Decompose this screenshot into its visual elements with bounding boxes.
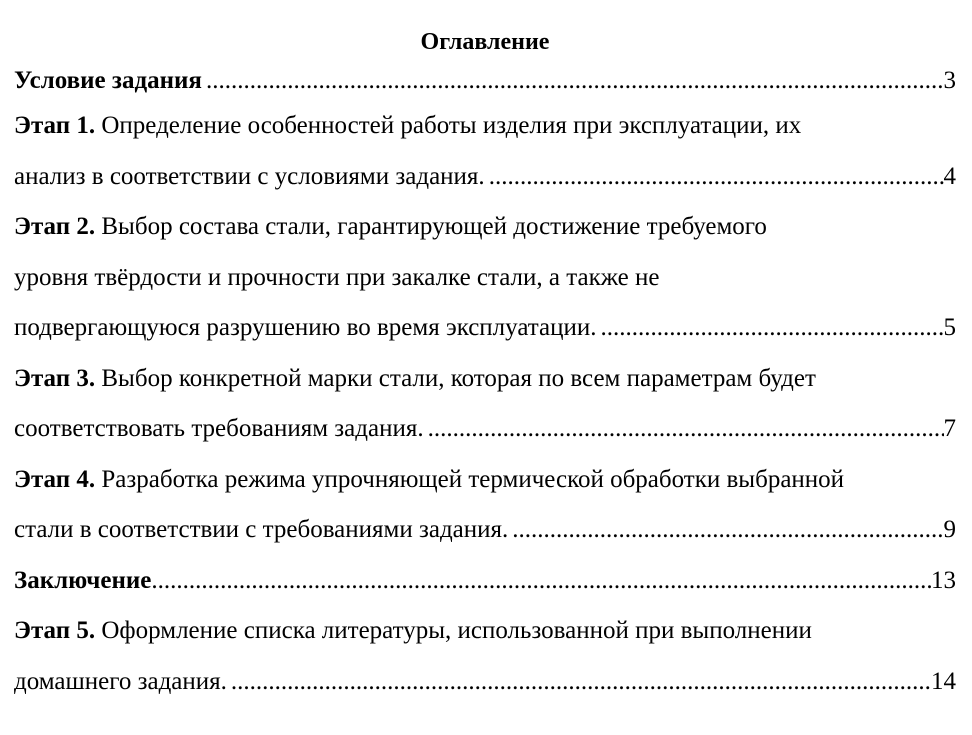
toc-line <box>14 657 956 708</box>
dot-leader <box>151 556 931 607</box>
toc-line <box>14 101 956 152</box>
toc-line <box>14 152 956 203</box>
toc-entry-text: анализ в соответствии с условиями задания. <box>14 162 485 190</box>
toc-entry-text: соответствовать требованиям задания. <box>14 415 424 442</box>
toc-entry-text: домашнего задания. <box>14 667 227 695</box>
toc-entry-task-conditions[interactable] <box>14 60 956 101</box>
toc-entry-stage-2[interactable] <box>14 202 956 354</box>
toc-entry-label: Этап 1. <box>14 112 96 139</box>
toc-entry-label: Этап 2. <box>14 213 96 240</box>
toc-entry-text: Выбор конкретной марки стали, которая по всем параметрам будет <box>95 364 816 392</box>
toc-page-number: 7 <box>943 415 956 442</box>
toc-entry-label: Условие задания <box>14 67 202 94</box>
toc-entry-text: стали в соответствии с требованиями задания. <box>14 516 509 543</box>
toc-page-number: 5 <box>943 314 956 341</box>
toc-line <box>14 354 956 405</box>
toc-line <box>14 404 956 455</box>
toc-entry-text: уровня твёрдости и прочности при закалке стали, а также не <box>14 263 660 291</box>
toc-entry-text <box>14 556 151 607</box>
toc-entry-stage-3[interactable] <box>14 354 956 455</box>
toc-line <box>14 505 956 556</box>
toc-entry-text: Выбор состава стали, гарантирующей достижение требуемого <box>95 213 767 240</box>
toc-line <box>14 606 956 657</box>
toc-line <box>14 202 956 253</box>
dot-leader <box>597 303 944 354</box>
toc-entry-label: Этап 3. <box>14 364 96 392</box>
toc-entry-text: подвергающуюся разрушению во время эксплуатации. <box>14 314 597 341</box>
toc-line <box>14 455 956 506</box>
toc-page-number: 4 <box>943 162 956 190</box>
toc-entry-conclusion[interactable] <box>14 556 956 607</box>
dot-leader <box>202 60 944 101</box>
toc-entry-label: Этап 5. <box>14 617 96 644</box>
toc-entry-text <box>14 60 202 101</box>
toc-entry-text: Определение особенностей работы изделия при эксплуатации, их <box>95 112 802 139</box>
dot-leader <box>424 404 944 455</box>
dot-leader <box>227 657 931 708</box>
toc-line <box>14 303 956 354</box>
toc-entry-stage-5[interactable] <box>14 606 956 707</box>
dot-leader <box>485 152 944 203</box>
toc-page-number: 14 <box>931 667 956 695</box>
toc-line <box>14 253 956 304</box>
table-of-contents <box>14 24 956 707</box>
toc-entry-text: Разработка режима упрочняющей термической обработки выбранной <box>95 465 845 493</box>
toc-line <box>14 60 956 101</box>
toc-page-number: 3 <box>943 67 956 94</box>
toc-entry-label: Заключение <box>14 566 152 594</box>
dot-leader <box>508 505 943 556</box>
toc-entry-label: Этап 4. <box>14 465 96 493</box>
toc-entry-stage-4[interactable] <box>14 455 956 556</box>
toc-line <box>14 556 956 607</box>
toc-entry-stage-1[interactable] <box>14 101 956 202</box>
toc-page-number: 9 <box>943 516 956 543</box>
toc-page-number: 13 <box>931 566 956 594</box>
toc-entry-text: Оформление списка литературы, использованной при выполнении <box>95 617 812 644</box>
toc-title: Оглавление <box>420 29 550 55</box>
